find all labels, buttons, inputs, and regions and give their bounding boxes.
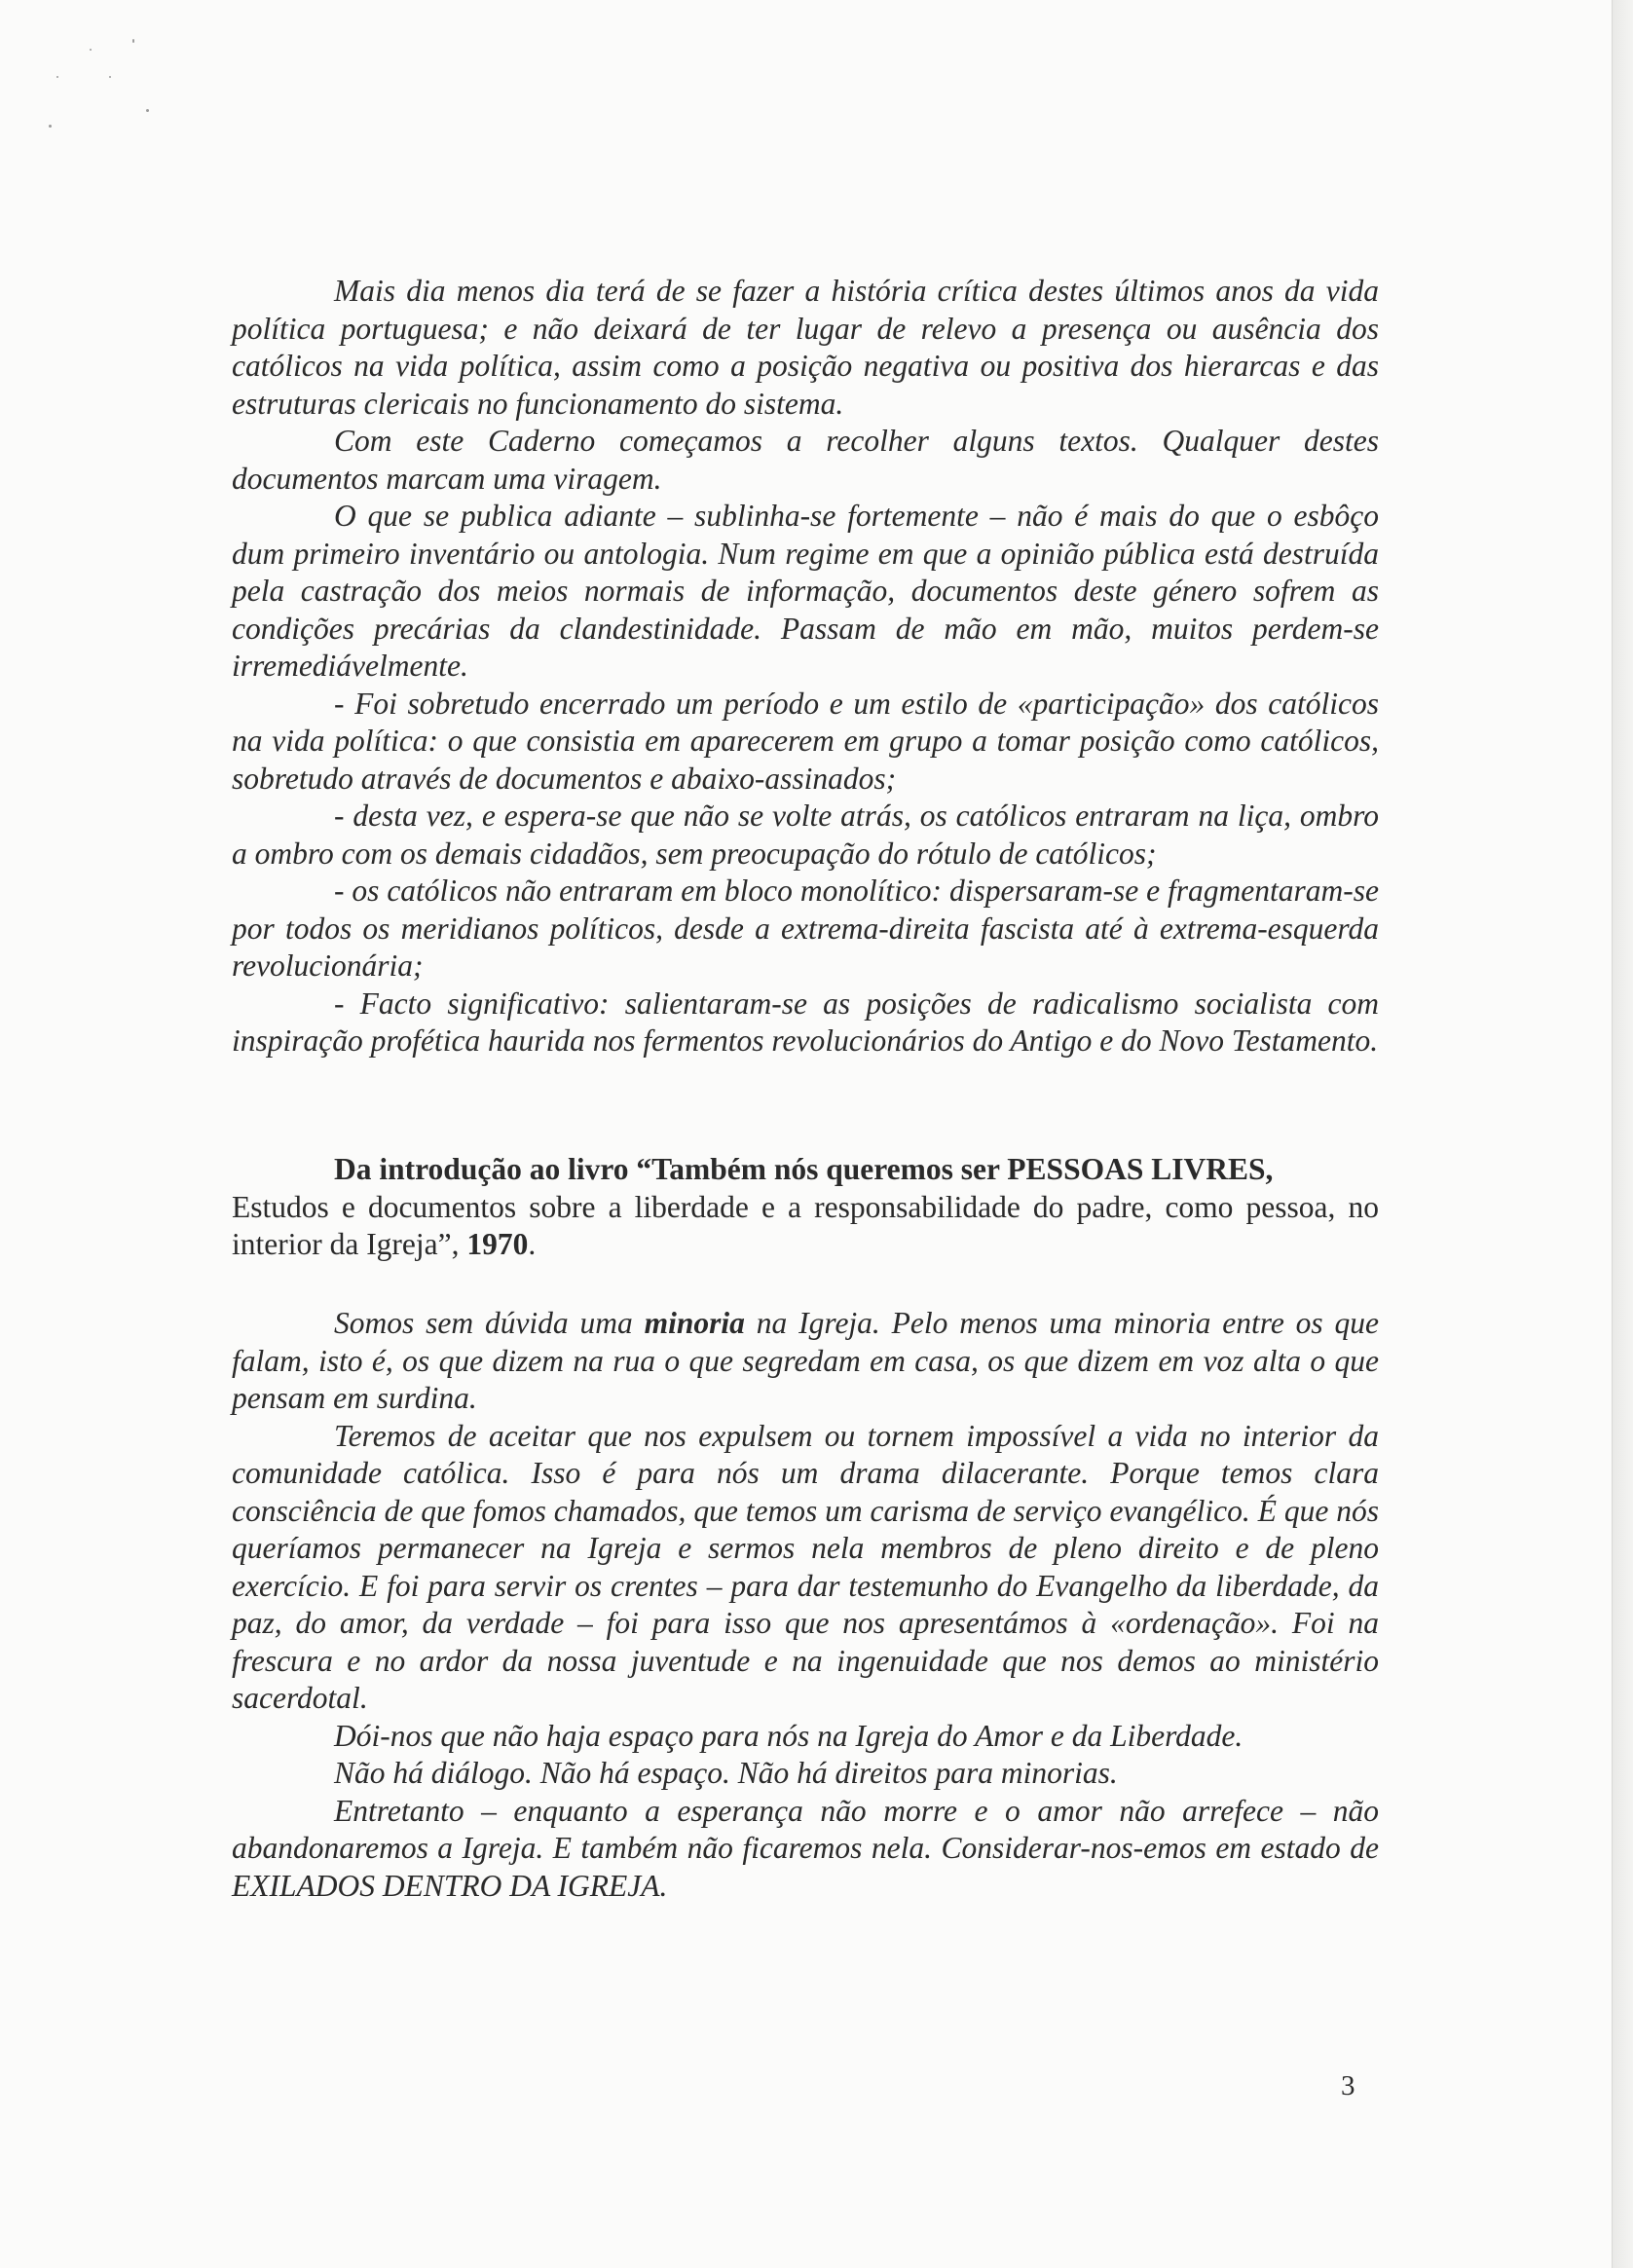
quote-paragraph	[232, 1305, 1379, 1418]
intro-paragraph: Com este Caderno começamos a recolher alguns textos. Qualquer destes documentos marcam uma viragem.	[232, 424, 1379, 496]
intro-section	[232, 273, 1379, 1060]
source-year: 1970	[466, 1227, 529, 1261]
quote-paragraph: Não há diálogo. Não há espaço. Não há direitos para minorias.	[334, 1756, 1118, 1790]
quote-section	[232, 1305, 1379, 1905]
intro-paragraph: - desta vez, e espera-se que não se volte atrás, os católicos entraram na liça, ombro a ombro com os demais cidadãos, sem preocupação do rótulo de católicos;	[232, 799, 1379, 871]
scan-edge	[1612, 0, 1633, 2268]
intro-paragraph: - Facto significativo: salientaram-se as posições de radicalismo socialista com inspiração profética haurida nos fermentos revolucionários do Antigo e do Novo Testamento.	[232, 985, 1379, 1058]
quote-text: Somos sem dúvida uma	[334, 1306, 645, 1340]
intro-paragraph: Mais dia menos dia terá de se fazer a história crítica destes últimos anos da vida política portuguesa; e não deixará de ter lugar de relevo a presença ou ausência dos católicos na vida política, assim como a posição negativa ou positiva dos hierarcas e das estruturas clericais no funcionamento do sistema.	[232, 274, 1379, 421]
quote-text: na Igreja. Pelo menos uma minoria entre os que falam, isto é, os que dizem na rua o que segredam em casa, os que dizem em voz alta o que pensam em surdina.	[232, 1306, 1379, 1415]
intro-paragraph: O que se publica adiante – sublinha-se fortemente – não é mais do que o esbôço dum primeiro inventário ou antologia. Num regime em que a opinião pública está destruída pela castração dos meios normais de informação, documentos deste género sofrem as condições precárias da clandestinidade. Passam de mão em mão, muitos perdem-se irremediávelmente.	[232, 499, 1379, 683]
page-number: 3	[1341, 2070, 1355, 2101]
source-subtitle: Estudos e documentos sobre a liberdade e a responsabilidade do padre, como pessoa, no interior da Igreja”,	[232, 1189, 1379, 1261]
intro-paragraph: - os católicos não entraram em bloco monolítico: dispersaram-se e fragmentaram-se por todos os meridianos políticos, desde a extrema-direita fascista até à extrema-esquerda revolucionária;	[232, 874, 1379, 983]
source-end: .	[528, 1227, 537, 1261]
intro-paragraph: - Foi sobretudo encerrado um período e um estilo de «participação» dos católicos na vida política: o que consistia em aparecerem em grupo a tomar posição como católicos, sobretudo através de documentos e abaixo-assinados;	[232, 686, 1379, 796]
source-heading	[232, 1151, 1379, 1264]
quote-paragraph: Teremos de aceitar que nos expulsem ou tornem impossível a vida no interior da comunidade católica. Isso é para nós um drama dilacerante. Porque temos clara consciência de que fomos chamados, que temos um carisma de serviço evangélico. É que nós queríamos permanecer na Igreja e sermos nela membros de pleno direito e de pleno exercício. E foi para servir os crentes – para dar testemunho do Evangelho da liberdade, da paz, do amor, da verdade – foi para isso que nos apresentámos à «ordenação». Foi na frescura e no ardor da nossa juventude e na ingenuidade que nos demos ao ministério sacerdotal.	[232, 1418, 1379, 1715]
quote-paragraph: Dói-nos que não haja espaço para nós na Igreja do Amor e da Liberdade.	[334, 1718, 1243, 1753]
source-title: Da introdução ao livro “Também nós queremos ser PESSOAS LIVRES,	[334, 1152, 1274, 1186]
emphasis-word: minoria	[644, 1306, 745, 1340]
quote-paragraph: Entretanto – enquanto a esperança não morre e o amor não arrefece – não abandonaremos a Igreja. E também não ficaremos nela. Considerar-nos-emos em estado de EXILADOS DENTRO DA IGREJA.	[232, 1793, 1379, 1903]
